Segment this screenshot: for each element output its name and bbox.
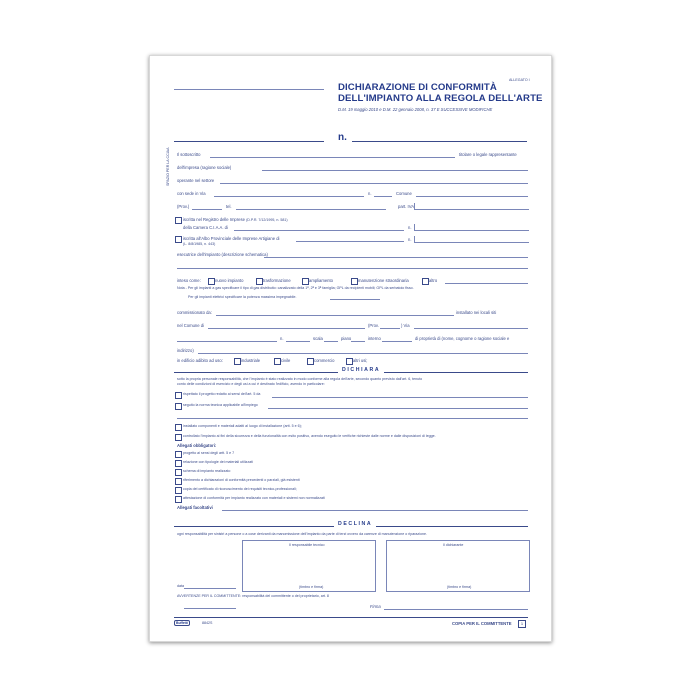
- checkbox-allegato-4[interactable]: [175, 478, 182, 485]
- label-data: data: [177, 584, 184, 588]
- label-n: n.: [368, 191, 372, 196]
- dichiara-heading: DICHIARA: [338, 367, 384, 373]
- label-installato: installato nei locali siti: [456, 310, 497, 315]
- option-altro: altro: [429, 278, 438, 283]
- option-trasformazione: trasformazione: [263, 278, 291, 283]
- footer-rule: [174, 617, 528, 618]
- field-n-installazione[interactable]: [286, 341, 310, 342]
- form-title-line2: DELL'IMPIANTO ALLA REGOLA DELL'ARTE: [338, 92, 543, 104]
- checkbox-altri-usi[interactable]: [346, 358, 353, 365]
- number-label: n.: [338, 132, 347, 143]
- page-number: 1: [518, 620, 526, 628]
- field-civico[interactable]: [374, 196, 392, 197]
- checkbox-allegato-5[interactable]: [175, 487, 182, 494]
- label-sottoscritto: Il sottoscritto: [177, 152, 201, 157]
- label-scala: scala: [313, 336, 323, 341]
- checkbox-albo[interactable]: [175, 236, 182, 243]
- label-comune: Comune: [396, 191, 412, 196]
- allegato-3: schema di impianto realizzato: [183, 469, 231, 473]
- label-n-albo: n.: [408, 237, 412, 242]
- label-via-installazione: ) Via: [401, 323, 410, 328]
- checkbox-allegato-6[interactable]: [175, 496, 182, 503]
- signature-box-responsabile[interactable]: [242, 540, 376, 592]
- label-titolare: titolare o legale rappresentante: [459, 152, 517, 157]
- label-registro-ref: (D.P.R. 7/12/1995, n. 581): [246, 218, 288, 222]
- checkbox-norma[interactable]: [175, 403, 182, 410]
- field-potenza[interactable]: [330, 299, 380, 300]
- field-prov-installazione[interactable]: [380, 328, 400, 329]
- label-timbro-2: (timbro e firma): [447, 585, 472, 589]
- label-registro: [183, 217, 288, 223]
- dichiara-item-3: installato componenti e materiali adatti al luogo di installazione (artt. 5 e 6);: [183, 424, 302, 428]
- form-title-line1: DICHIARAZIONE DI CONFORMITÀ: [338, 82, 497, 93]
- allegato-5: copia del certificato di riconoscimento dei requisiti tecnico-professionali;: [183, 487, 297, 491]
- label-piano: piano: [341, 336, 352, 341]
- label-edificio: in edificio adibito ad uso:: [177, 358, 223, 363]
- checkbox-componenti[interactable]: [175, 424, 182, 431]
- checkbox-civile[interactable]: [274, 358, 281, 365]
- label-piva: part. IVA: [398, 204, 414, 209]
- label-albo-ref: (L. 8/8/1985, n. 443): [183, 242, 216, 246]
- field-progetto[interactable]: [272, 397, 528, 398]
- checkbox-allegato-1[interactable]: [175, 451, 182, 458]
- checkbox-controllato[interactable]: [175, 434, 182, 441]
- label-prov: (Prov.): [177, 204, 190, 209]
- nota-elettrici: Per gli impianti elettrici specificare la potenza massima impegnabile.: [188, 295, 297, 299]
- buffetti-logo: Buffetti: [176, 621, 188, 625]
- field-facoltativi[interactable]: [222, 510, 528, 511]
- option-altri-usi: altri usi;: [353, 358, 368, 363]
- checkbox-altro[interactable]: [422, 278, 429, 285]
- field-prov[interactable]: [192, 209, 222, 210]
- declina-heading: DECLINA: [334, 521, 376, 527]
- option-commercio: commercio: [314, 358, 335, 363]
- field-n-camera[interactable]: [414, 224, 529, 231]
- label-albo: iscritta all'Albo Provinciale delle Imprese Artigiane di: [183, 236, 280, 241]
- dichiara-intro-1: sotto la propria personale responsabilità, che l'impianto è stato realizzato in modo conforme alla regola dell'arte, secondo quanto previsto dall'art. 6, tenuto: [177, 377, 423, 381]
- field-altro[interactable]: [445, 283, 528, 284]
- allegati-facoltativi-label: Allegati facoltativi: [177, 505, 213, 510]
- field-esecutrice[interactable]: [264, 257, 528, 258]
- field-albo[interactable]: [296, 241, 404, 242]
- option-civile: civile: [281, 358, 291, 363]
- corner-note: ALLEGATO I: [509, 78, 530, 82]
- allegato-6: attestazione di conformità per impianto realizzato con materiali e sistemi non normalizzati: [183, 496, 325, 500]
- field-esecutrice-2[interactable]: [177, 268, 528, 269]
- checkbox-allegato-2[interactable]: [175, 460, 182, 467]
- field-interno[interactable]: [382, 341, 412, 342]
- form-sheet: [149, 55, 552, 642]
- checkbox-nuovo[interactable]: [208, 278, 215, 285]
- label-prov-installazione: (Prov.: [368, 323, 379, 328]
- checkbox-manutenzione[interactable]: [351, 278, 358, 285]
- label-n-installazione: n.: [280, 336, 284, 341]
- avvertenze-text: AVVERTENZE PER IL COMMITTENTE: responsabilità del committente o del proprietario, art. 8: [177, 594, 329, 598]
- field-n-albo[interactable]: [414, 236, 529, 243]
- label-camera: della Camera C.I.A.A. di: [183, 225, 228, 230]
- allegato-1: progetto ai sensi degli artt. 5 e 7: [183, 451, 235, 455]
- field-proprieta[interactable]: [198, 353, 528, 354]
- label-firma: Firma: [370, 604, 381, 609]
- form-code: 8842S: [202, 621, 213, 625]
- label-sede: con sede in Via: [177, 191, 206, 196]
- checkbox-registro[interactable]: [175, 217, 182, 224]
- side-label: SPAZIO PER LA CCIAA: [166, 147, 170, 186]
- allegato-4: riferimento a dichiarazioni di conformità precedenti o parziali, già esistenti: [183, 478, 300, 482]
- number-rule-left: [174, 141, 324, 142]
- field-sottoscritto[interactable]: [210, 157, 455, 158]
- nota-gas: Nota - Per gli impianti a gas specificare il tipo di gas distribuito: canalizzato della 1ª, 2ª e 3ª famiglia; GPL da recipienti mobili; GPL da serbatoio fisso.: [177, 286, 414, 290]
- label-inteso: inteso come:: [177, 278, 201, 283]
- form-reference: D.M. 19 maggio 2010 e D.M. 22 gennaio 2008, n. 37 E SUCCESSIVE MODIFICHE: [338, 107, 493, 112]
- field-via-2[interactable]: [177, 341, 277, 342]
- header-rule: [174, 89, 324, 90]
- label-responsabile: Il responsabile tecnico: [289, 543, 325, 547]
- label-impresa: dell'impresa (ragione sociale): [177, 165, 232, 170]
- declina-text: ogni responsabilità per sinistri a persone o a cose derivanti da manomissione dell'impianto da parte di terzi ovvero da carenze di manutenzione o riparazione.: [177, 532, 427, 536]
- field-camera[interactable]: [234, 230, 404, 231]
- field-tel[interactable]: [236, 209, 386, 210]
- label-n-camera: n.: [408, 225, 412, 230]
- form-title: [338, 83, 543, 104]
- checkbox-industriale[interactable]: [234, 358, 241, 365]
- field-piano[interactable]: [351, 341, 365, 342]
- field-data[interactable]: [184, 588, 236, 589]
- option-manutenzione: manutenzione straordinaria: [358, 278, 409, 283]
- label-settore: operante nel settore: [177, 178, 215, 183]
- dichiara-intro-2: conto delle condizioni di esercizio e degli usi a cui è destinato l'edificio, avendo in particolare:: [177, 382, 325, 386]
- label-timbro-1: (timbro e firma): [299, 585, 324, 589]
- checkbox-commercio[interactable]: [307, 358, 314, 365]
- label-indirizzo: indirizzo): [177, 348, 194, 353]
- option-ampliamento: ampliamento: [309, 278, 333, 283]
- field-comune[interactable]: [416, 196, 528, 197]
- option-industriale: industriale: [241, 358, 261, 363]
- field-comune-installazione[interactable]: [208, 328, 365, 329]
- checkbox-ampliamento[interactable]: [302, 278, 309, 285]
- label-proprieta: di proprietà di (nome, cognome o ragione sociale e: [415, 336, 510, 341]
- copia-label: COPIA PER IL COMMITTENTE: [452, 621, 512, 626]
- field-settore[interactable]: [220, 183, 528, 184]
- field-scala[interactable]: [324, 341, 338, 342]
- label-tel: tel.: [226, 204, 232, 209]
- field-commissionato[interactable]: [216, 315, 454, 316]
- field-data-2[interactable]: [184, 608, 236, 609]
- label-interno: interno: [368, 336, 381, 341]
- checkbox-allegato-3[interactable]: [175, 469, 182, 476]
- number-rule-right: [352, 141, 527, 142]
- allegato-2: relazione con tipologie dei materiali utilizzati: [183, 460, 253, 464]
- field-norma[interactable]: [268, 408, 528, 409]
- field-via[interactable]: [214, 196, 364, 197]
- field-norma-2[interactable]: [177, 418, 528, 419]
- field-via-installazione[interactable]: [414, 328, 528, 329]
- dichiara-item-4: controllato l'impianto ai fini della sicurezza e della funzionalità con esito positivo, avendo eseguito le verifiche richieste dalle norme e dalle disposizioni di legge.: [183, 434, 436, 438]
- checkbox-trasformazione[interactable]: [256, 278, 263, 285]
- label-registro-text: iscritta nel Registro delle Imprese: [183, 217, 245, 222]
- label-esecutrice: esecutrice dell'impianto (descrizione schematica): [177, 252, 268, 257]
- label-comune-installazione: nel Comune di: [177, 323, 205, 328]
- label-commissionato: commissionato da:: [177, 310, 212, 315]
- option-nuovo: nuovo impianto: [215, 278, 244, 283]
- dichiara-item-1: rispettato il progetto redatto ai sensi dell'art. 5 da: [183, 392, 261, 396]
- dichiara-item-2: seguito la norma tecnica applicabile all'impiego: [183, 403, 258, 407]
- checkbox-progetto[interactable]: [175, 392, 182, 399]
- field-piva[interactable]: [414, 203, 529, 210]
- field-impresa[interactable]: [262, 170, 528, 171]
- signature-box-dichiarante[interactable]: [386, 540, 530, 592]
- allegati-obbligatori-label: Allegati obbligatori:: [177, 443, 217, 448]
- field-firma[interactable]: [384, 609, 528, 610]
- label-dichiarante: Il dichiarante: [443, 543, 464, 547]
